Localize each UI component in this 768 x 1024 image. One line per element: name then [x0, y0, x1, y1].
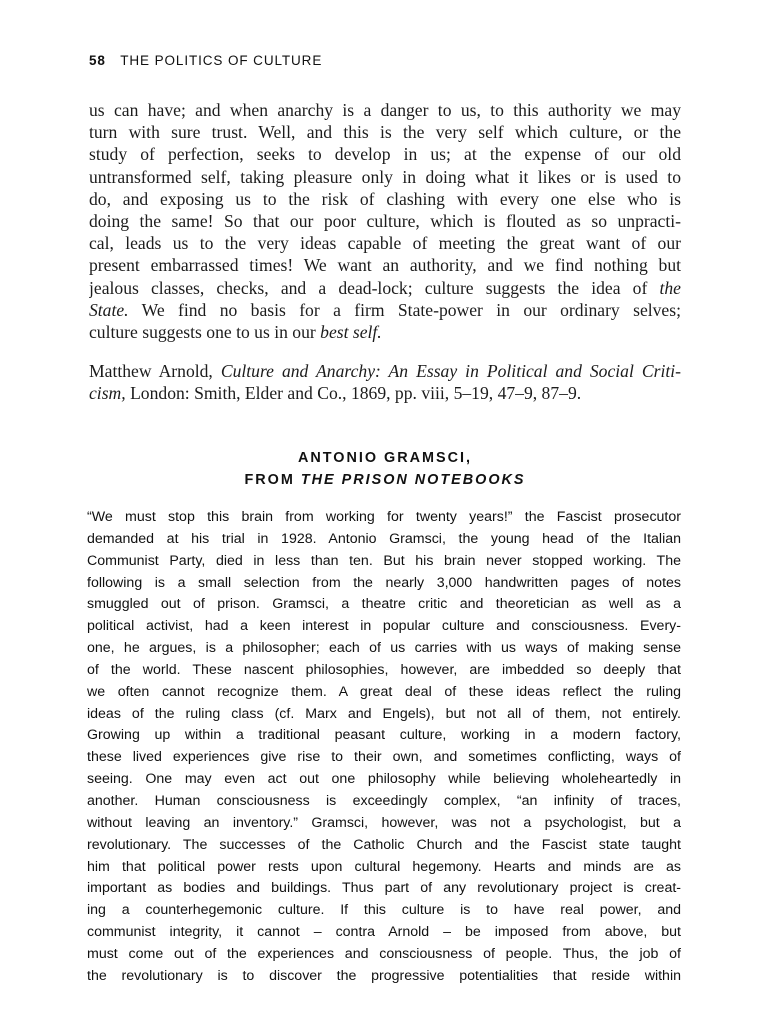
intro-line: smuggled out of prison. Gramsci, a theatre critic and theoretician as well as a	[87, 596, 681, 613]
running-title: THE POLITICS OF CULTURE	[120, 53, 323, 68]
intro-line: revolutionary. The successes of the Catholic Church and the Fascist state taught	[87, 836, 681, 853]
intro-line: communist integrity, it cannot – contra Arnold – be imposed from above, but	[87, 924, 681, 941]
quote-line	[89, 299, 681, 321]
intro-line: demanded at his trial in 1928. Antonio Gramsci, the young head of the Italian	[87, 530, 681, 547]
intro-line: one, he argues, is a philosopher; each of us carries with us ways of making sense	[87, 640, 681, 657]
intro-line: ing a counterhegemonic culture. If this culture is to have real power, and	[87, 902, 681, 919]
quote-line: doing the same! So that our poor culture, which is flouted as so unpracti-	[89, 210, 681, 231]
quote-line-text: culture suggests one to us in our	[89, 321, 316, 342]
quote-line	[89, 321, 681, 343]
quote-line	[89, 277, 681, 299]
citation-publisher: London: Smith, Elder and Co., 1869, pp. viii, 5–19, 47–9, 87–9.	[130, 383, 582, 404]
intro-line: political activist, had a keen interest in popular culture and consciousness. Every-	[87, 618, 681, 635]
section-heading	[89, 447, 681, 491]
quote-line-text: We find no basis for a firm State-power in our ordinary selves;	[141, 299, 681, 320]
intro-line: these lived experiences give rise to their own, and sometimes conflicting, ways of	[87, 749, 681, 766]
citation-author: Matthew Arnold,	[89, 361, 213, 381]
intro-line: another. Human consciousness is exceedingly complex, “an infinity of traces,	[87, 792, 681, 809]
citation-title: Culture and Anarchy: An Essay in Political and Social Criti-	[220, 361, 681, 381]
italic-state: State.	[89, 299, 129, 320]
page-number: 58	[89, 53, 106, 68]
intro-line: him that political power rests upon cultural hegemony. Hearts and minds are as	[87, 858, 681, 875]
heading-from: FROM	[244, 472, 295, 488]
source-citation	[89, 360, 681, 404]
quote-line: untransformed self, taking pleasure only in doing what it likes or is used to	[89, 166, 681, 187]
intro-line: Communist Party, died in less than ten. But his brain never stopped working. The	[87, 552, 681, 569]
intro-line: ideas of the ruling class (cf. Marx and Engels), but not all of them, not entirely.	[87, 705, 681, 722]
quote-line: present embarrassed times! We want an authority, and we find nothing but	[89, 255, 681, 276]
heading-title-line	[89, 469, 681, 491]
heading-author: ANTONIO GRAMSCI,	[297, 450, 473, 466]
intro-line: Growing up within a traditional peasant culture, working in a modern factory,	[87, 727, 681, 744]
intro-line: we often cannot recognize them. A great deal of these ideas reflect the ruling	[87, 683, 681, 700]
quote-line: do, and exposing us to the risk of clashing with every one else who is	[89, 188, 681, 209]
intro-line: the revolutionary is to discover the progressive potentialities that reside within	[87, 967, 681, 984]
citation-title-end: cism,	[89, 383, 126, 404]
citation-line	[89, 360, 681, 382]
intro-line: of the world. These nascent philosophies, however, are imbedded so deeply that	[87, 661, 681, 678]
quote-line: cal, leads us to the very ideas capable of meeting the great want of our	[89, 233, 681, 254]
quote-line: us can have; and when anarchy is a danger to us, to this authority we may	[89, 100, 681, 120]
heading-work-title: THE PRISON NOTEBOOKS	[300, 472, 526, 488]
quote-line: study of perfection, seeks to develop in us; at the expense of our old	[89, 144, 681, 165]
intro-line: “We must stop this brain from working for twenty years!” the Fascist prosecutor	[87, 509, 681, 525]
intro-line: must come out of the experiences and consciousness of people. Thus, the job of	[87, 945, 681, 962]
intro-line: seeing. One may even act out one philosophy while believing wholeheartedly in	[87, 771, 681, 788]
intro-line: without leaving an inventory.” Gramsci, however, was not a psychologist, but a	[87, 814, 681, 831]
italic-the: the	[659, 277, 681, 298]
gramsci-introduction	[87, 507, 681, 988]
italic-best-self: best self.	[320, 321, 382, 342]
intro-line: important as bodies and buildings. Thus part of any revolutionary project is creat-	[87, 880, 681, 897]
quote-line-text: jealous classes, checks, and a dead-lock; culture suggests the idea of	[89, 277, 648, 298]
intro-line: following is a small selection from the nearly 3,000 handwritten pages of notes	[87, 574, 681, 591]
arnold-quote-block	[89, 99, 681, 343]
citation-line	[89, 382, 681, 404]
running-header	[89, 53, 322, 68]
quote-line: turn with sure trust. Well, and this is the very self which culture, or the	[89, 122, 681, 143]
